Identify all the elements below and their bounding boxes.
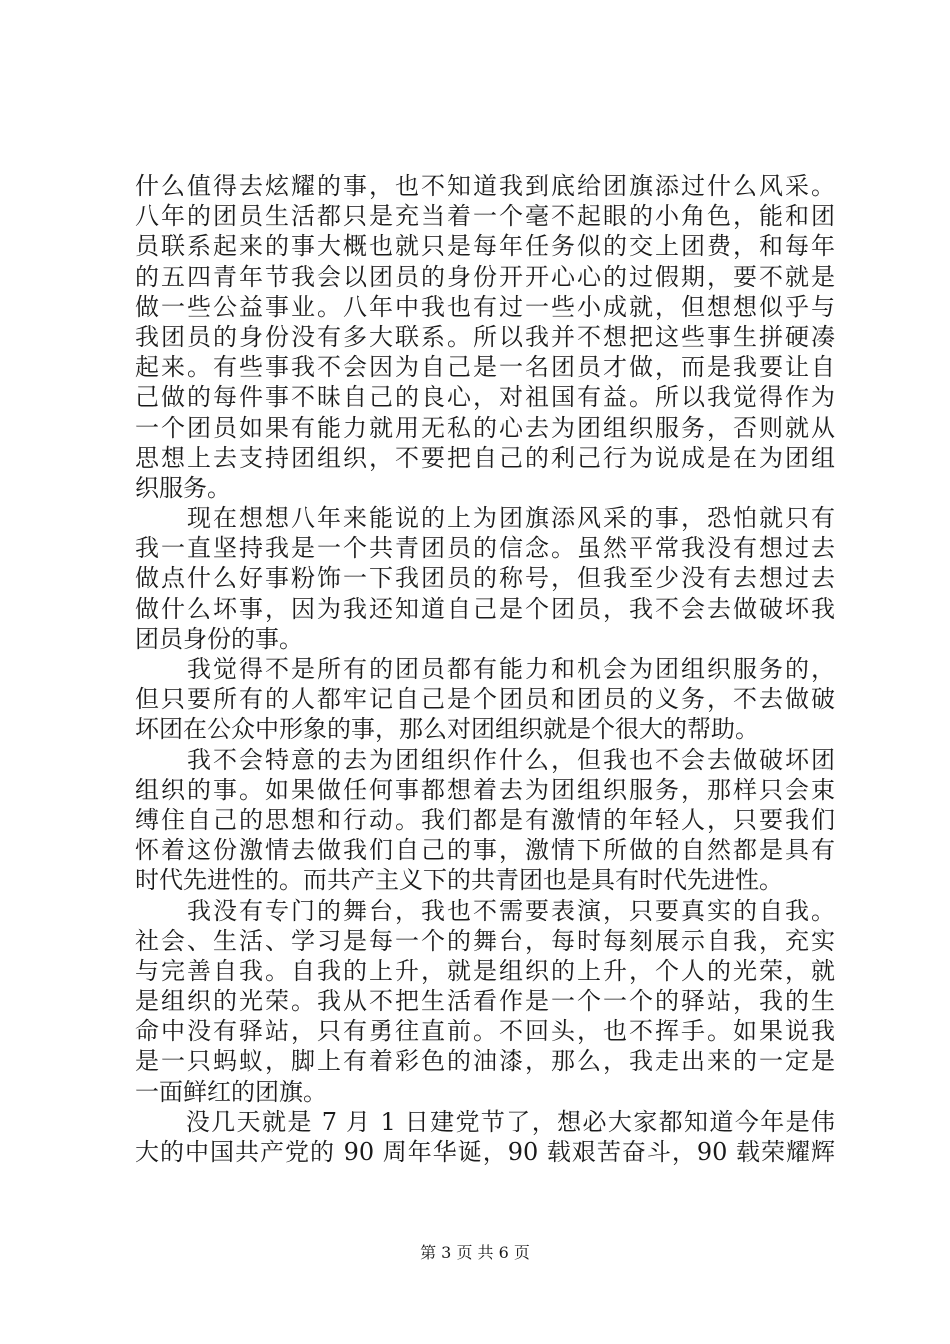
text-line: 的五四青年节我会以团员的身份开开心心的过假期，要不就是 xyxy=(135,262,835,291)
text-line: 我觉得不是所有的团员都有能力和机会为团组织服务的， xyxy=(135,655,835,683)
text-line: 八年的团员生活都只是充当着一个毫不起眼的小角色，能和团 xyxy=(135,202,835,231)
text-line: 我不会特意的去为团组织作什么，但我也不会去做破坏团 xyxy=(135,745,835,774)
page-footer: 第 3 页 共 6 页 xyxy=(420,1243,530,1262)
text-line: 命中没有驿站，只有勇往直前。不回头，也不挥手。如果说我 xyxy=(135,1017,835,1046)
text-line: 一面鲜红的团旗。 xyxy=(135,1077,327,1106)
text-line: 做点什么好事粉饰一下我团员的称号，但我至少没有去想过去 xyxy=(135,564,835,593)
text-line: 做一些公益事业。八年中我也有过一些小成就，但想想似乎与 xyxy=(135,292,835,321)
text-line: 一个团员如果有能力就用无私的心去为团组织服务，否则就从 xyxy=(135,413,835,442)
text-line: 起来。有些事我不会因为自己是一名团员才做，而是我要让自 xyxy=(135,353,835,382)
text-line: 组织的事。如果做任何事都想着去为团组织服务，那样只会束 xyxy=(135,775,835,804)
text-line: 团员身份的事。 xyxy=(135,624,303,653)
text-line: 己做的每件事不昧自己的良心，对祖国有益。所以我觉得作为 xyxy=(135,383,835,412)
text-line: 没几天就是 7 月 1 日建党节了，想必大家都知道今年是伟 xyxy=(135,1107,835,1136)
text-line: 什么值得去炫耀的事，也不知道我到底给团旗添过什么风采。 xyxy=(135,172,835,200)
text-line: 我团员的身份没有多大联系。所以我并不想把这些事生拼硬凑 xyxy=(135,322,835,351)
text-line: 织服务。 xyxy=(135,473,231,502)
text-line: 是组织的光荣。我从不把生活看作是一个一个的驿站，我的生 xyxy=(135,987,835,1016)
text-line: 时代先进性的。而共产主义下的共青团也是具有时代先进性。 xyxy=(135,866,783,895)
text-line: 社会、生活、学习是每一个的舞台，每时每刻展示自我，充实 xyxy=(135,926,835,955)
text-line: 大的中国共产党的 90 周年华诞，90 载艰苦奋斗，90 载荣耀辉 xyxy=(135,1138,835,1166)
text-line: 坏团在公众中形象的事，那么对团组织就是个很大的帮助。 xyxy=(135,715,759,744)
text-line: 我没有专门的舞台，我也不需要表演，只要真实的自我。 xyxy=(135,896,835,925)
text-line: 但只要所有的人都牢记自己是个团员和团员的义务，不去做破 xyxy=(135,685,835,714)
text-line: 思想上去支持团组织，不要把自己的利己行为说成是在为团组 xyxy=(135,443,835,472)
text-line: 与完善自我。自我的上升，就是组织的上升，个人的光荣，就 xyxy=(135,956,835,985)
text-line: 我一直坚持我是一个共青团员的信念。虽然平常我没有想过去 xyxy=(135,534,835,563)
text-line: 缚住自己的思想和行动。我们都是有激情的年轻人，只要我们 xyxy=(135,805,835,834)
text-line: 是一只蚂蚁，脚上有着彩色的油漆，那么，我走出来的一定是 xyxy=(135,1047,835,1076)
text-line: 员联系起来的事大概也就只是每年任务似的交上团费，和每年 xyxy=(135,232,835,261)
text-line: 怀着这份激情去做我们自己的事，激情下所做的自然都是具有 xyxy=(135,836,835,865)
document-body xyxy=(135,171,835,1167)
text-line: 做什么坏事，因为我还知道自己是个团员，我不会去做破坏我 xyxy=(135,594,835,623)
text-line: 现在想想八年来能说的上为团旗添风采的事，恐怕就只有 xyxy=(135,504,835,533)
